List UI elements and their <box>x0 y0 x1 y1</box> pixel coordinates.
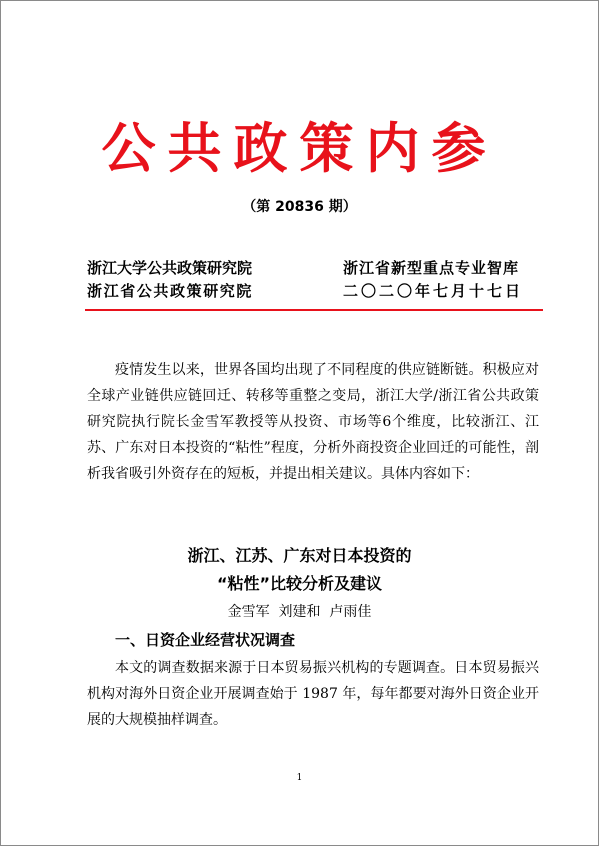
article-title <box>1 542 598 598</box>
masthead-title: 公共政策内参 <box>101 116 498 180</box>
article-title-line-2: “粘性”比较分析及建议 <box>216 574 383 593</box>
publisher-name: 浙江大学公共政策研究院 <box>87 259 253 277</box>
section-body <box>87 655 539 733</box>
publish-date: 二〇二〇年七月十七日 <box>343 282 524 300</box>
section-heading: 一、日资企业经营状况调查 <box>115 631 296 649</box>
header-divider <box>85 309 543 311</box>
think-tank-label: 浙江省新型重点专业智库 <box>343 259 520 277</box>
article-title-line-1: 浙江、江苏、广东对日本投资的 <box>187 546 412 565</box>
authors: 金雪军 刘建和 卢雨佳 <box>227 604 372 620</box>
issue-number: （第 20836 期） <box>242 199 357 215</box>
section-paragraph: 本文的调查数据来源于日本贸易振兴机构的专题调查。日本贸易振兴机构对海外日资企业开展调查始于 1987 年，每年都要对海外日资企业开展的大规模抽样调查。 <box>87 660 539 728</box>
page-number: 1 <box>296 773 303 783</box>
intro-section <box>87 357 539 487</box>
publisher-name-secondary: 浙江省公共政策研究院 <box>87 282 254 300</box>
intro-paragraph: 疫情发生以来，世界各国均出现了不同程度的供应链断链。积极应对全球产业链供应链回迁、转移等重整之变局，浙江大学/浙江省公共政策研究院执行院长金雪军教授等从投资、市场等6个维度，比较浙江、江苏、广东对日本投资的“粘性”程度，分析外商投资企业回迁的可能性，剖析我省吸引外资存在的短板，并提出相关建议。具体内容如下： <box>87 362 539 482</box>
